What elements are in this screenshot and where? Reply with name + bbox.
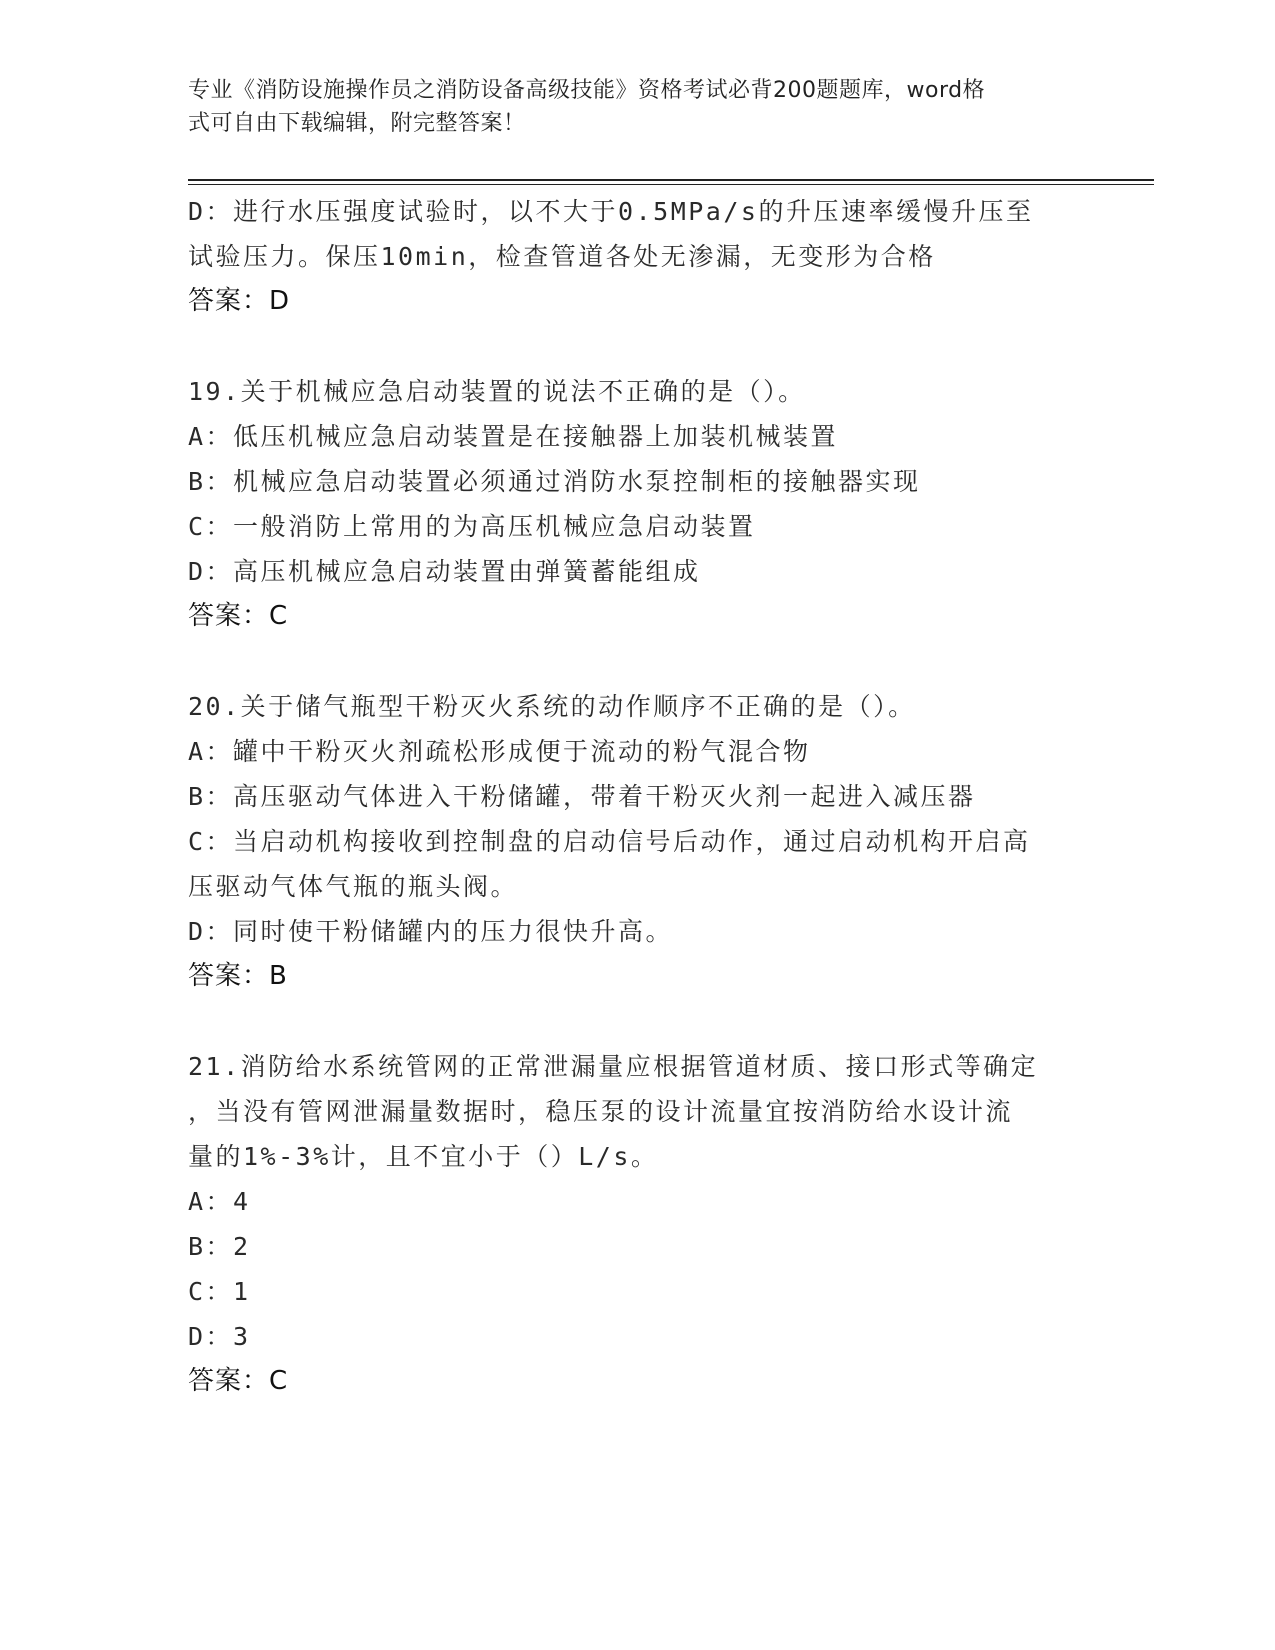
option-a: A：低压机械应急启动装置是在接触器上加装机械装置 xyxy=(188,422,839,451)
option-d-line-2: 试验压力。保压10min，检查管道各处无渗漏，无变形为合格 xyxy=(188,242,936,271)
option-c: C：1 xyxy=(188,1277,251,1306)
option-d: D：3 xyxy=(188,1322,251,1351)
option-d: D：同时使干粉储罐内的压力很快升高。 xyxy=(188,917,674,946)
header-rule-thick xyxy=(188,179,1154,181)
option-c-line-2: 压驱动气体气瓶的瓶头阀。 xyxy=(188,872,519,901)
question-text-line-3: 量的1%-3%计，且不宜小于（）L/s。 xyxy=(188,1142,659,1171)
option-b: B：机械应急启动装置必须通过消防水泵控制柜的接触器实现 xyxy=(188,467,921,496)
answer: 答案：C xyxy=(188,601,289,631)
header-line-2: 式可自由下载编辑，附完整答案！ xyxy=(188,111,526,136)
option-b: B：高压驱动气体进入干粉储罐，带着干粉灭火剂一起进入减压器 xyxy=(188,782,976,811)
answer: 答案：D xyxy=(188,286,291,316)
option-d-line-1: D：进行水压强度试验时，以不大于0.5MPa/s的升压速率缓慢升压至 xyxy=(188,197,1034,226)
page-header xyxy=(188,74,1068,140)
spacer xyxy=(188,999,1088,1044)
option-a: A：罐中干粉灭火剂疏松形成便于流动的粉气混合物 xyxy=(188,737,811,766)
header-rule-thin xyxy=(188,184,1154,185)
document-body xyxy=(188,189,1088,1404)
answer: 答案：C xyxy=(188,1366,289,1396)
question-21 xyxy=(188,1044,1088,1404)
question-text-line-2: ，当没有管网泄漏量数据时，稳压泵的设计流量宜按消防给水设计流 xyxy=(188,1097,1014,1126)
option-c: C：一般消防上常用的为高压机械应急启动装置 xyxy=(188,512,756,541)
question-20 xyxy=(188,684,1088,999)
answer: 答案：B xyxy=(188,961,288,991)
question-18-tail xyxy=(188,189,1088,324)
header-line-1: 专业《消防设施操作员之消防设备高级技能》资格考试必背200题题库，word格 xyxy=(188,78,986,103)
option-a: A：4 xyxy=(188,1187,251,1216)
option-d: D：高压机械应急启动装置由弹簧蓄能组成 xyxy=(188,557,701,586)
question-text: 19.关于机械应急启动装置的说法不正确的是（）。 xyxy=(188,377,806,406)
question-text: 20.关于储气瓶型干粉灭火系统的动作顺序不正确的是（）。 xyxy=(188,692,916,721)
question-text-line-1: 21.消防给水系统管网的正常泄漏量应根据管道材质、接口形式等确定 xyxy=(188,1052,1039,1081)
question-19 xyxy=(188,369,1088,639)
spacer xyxy=(188,324,1088,369)
option-b: B：2 xyxy=(188,1232,251,1261)
spacer xyxy=(188,639,1088,684)
option-c-line-1: C：当启动机构接收到控制盘的启动信号后动作，通过启动机构开启高 xyxy=(188,827,1031,856)
